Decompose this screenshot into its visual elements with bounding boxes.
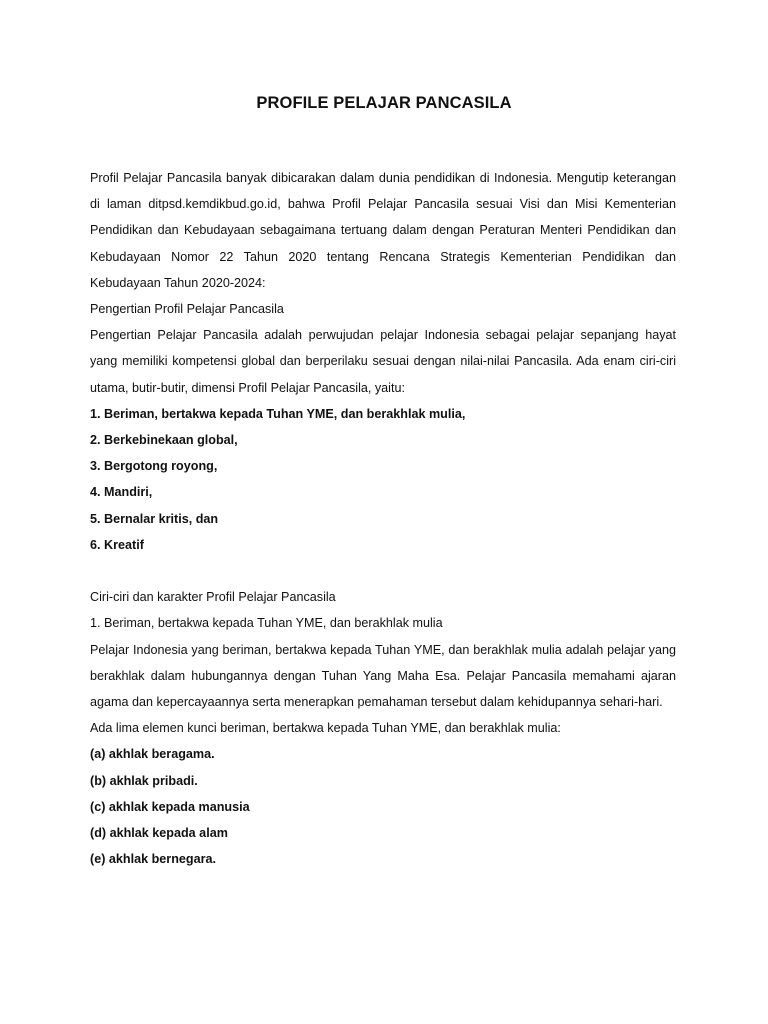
list-item: (d) akhlak kepada alam — [90, 826, 228, 841]
intro-paragraph: Profil Pelajar Pancasila banyak dibicarakan dalam dunia pendidikan di Indonesia. Mengutip keterangan di laman ditpsd.kemdikbud.go.id, bahwa Profil Pelajar Pancasila sesuai Visi dan Misi Kementerian Pendidikan dan Kebudayaan sebagaimana tertuang dalam dengan Peraturan Menteri Pendidikan dan Kebudayaan Nomor 22 Tahun 2020 tentang Rencana Strategis Kementerian Pendidikan dan Kebudayaan Tahun 2020-2024: — [90, 171, 676, 290]
ciri-ciri-paragraph: Pelajar Indonesia yang beriman, bertakwa kepada Tuhan YME, dan berakhlak mulia adalah pelajar yang berakhlak dalam hubungannya dengan Tuhan Yang Maha Esa. Pelajar Pancasila memahami ajaran agama dan kepercayaannya serta menerapkan pemahaman tersebut dalam kehidupannya sehari-hari. — [90, 642, 676, 710]
list-item: (b) akhlak pribadi. — [90, 773, 198, 788]
list-item: 6. Kreatif — [90, 537, 144, 552]
elements-lead: Ada lima elemen kunci beriman, bertakwa kepada Tuhan YME, dan berakhlak mulia: — [90, 721, 561, 736]
document-body — [90, 165, 676, 872]
list-item: 2. Berkebinekaan global, — [90, 433, 238, 448]
list-item: 1. Beriman, bertakwa kepada Tuhan YME, dan berakhlak mulia, — [90, 406, 466, 421]
section-heading-pengertian: Pengertian Profil Pelajar Pancasila — [90, 302, 284, 317]
list-item: (e) akhlak bernegara. — [90, 852, 216, 867]
list-item: (a) akhlak beragama. — [90, 747, 215, 762]
section-heading-ciri-ciri: Ciri-ciri dan karakter Profil Pelajar Pancasila — [90, 590, 336, 605]
section-subheading: 1. Beriman, bertakwa kepada Tuhan YME, dan berakhlak mulia — [90, 616, 443, 631]
list-item: 5. Bernalar kritis, dan — [90, 511, 219, 526]
list-item: 4. Mandiri, — [90, 485, 153, 500]
list-item: 3. Bergotong royong, — [90, 459, 218, 474]
spacer — [90, 558, 676, 584]
pengertian-paragraph: Pengertian Pelajar Pancasila adalah perwujudan pelajar Indonesia sebagai pelajar sepanjang hayat yang memiliki kompetensi global dan berperilaku sesuai dengan nilai-nilai Pancasila. Ada enam ciri-ciri utama, butir-butir, dimensi Profil Pelajar Pancasila, yaitu: — [90, 328, 676, 395]
list-item: (c) akhlak kepada manusia — [90, 799, 250, 814]
document-title: PROFILE PELAJAR PANCASILA — [256, 94, 512, 112]
